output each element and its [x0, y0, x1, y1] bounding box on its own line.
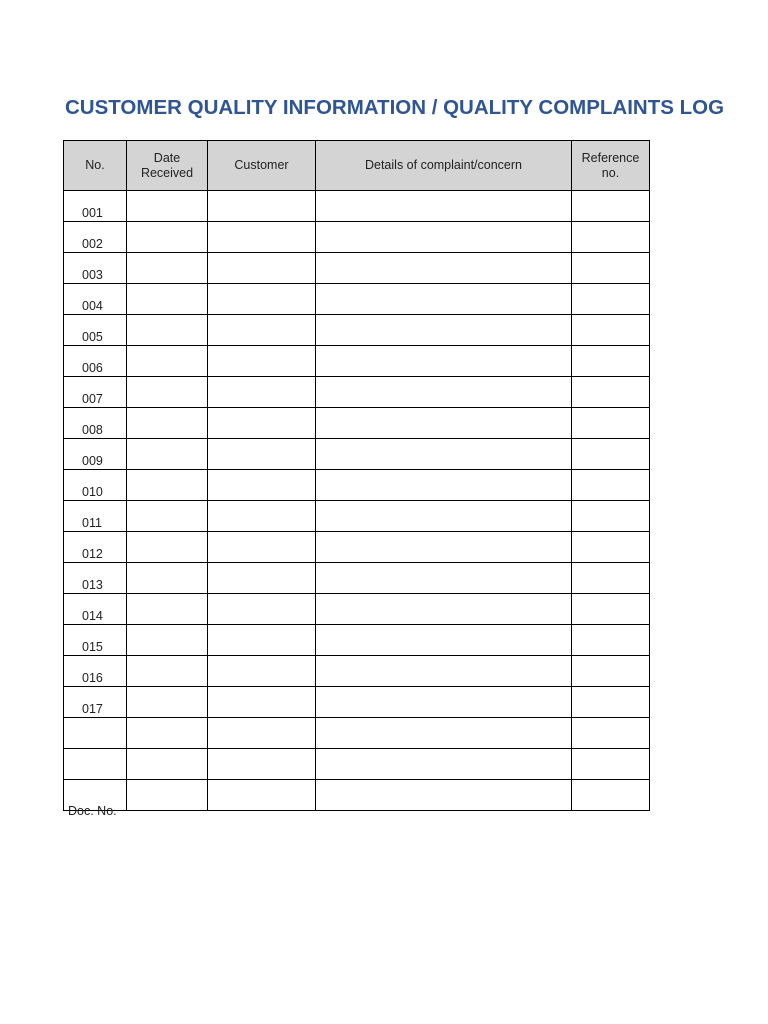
cell-date-received — [127, 687, 208, 718]
cell-reference-no — [572, 470, 650, 501]
cell-reference-no — [572, 718, 650, 749]
column-header-reference-no: Reference no. — [572, 141, 650, 191]
cell-details — [316, 687, 572, 718]
table-row — [64, 780, 650, 811]
table-row — [64, 687, 650, 718]
table-row — [64, 501, 650, 532]
cell-details — [316, 284, 572, 315]
cell-customer — [208, 532, 316, 563]
cell-details — [316, 594, 572, 625]
table-row — [64, 191, 650, 222]
cell-date-received — [127, 346, 208, 377]
cell-date-received — [127, 408, 208, 439]
cell-customer — [208, 315, 316, 346]
cell-date-received — [127, 284, 208, 315]
cell-details — [316, 315, 572, 346]
cell-date-received — [127, 563, 208, 594]
cell-reference-no — [572, 563, 650, 594]
column-header-date-received: Date Received — [127, 141, 208, 191]
table-header — [64, 141, 650, 191]
cell-customer — [208, 191, 316, 222]
cell-date-received — [127, 656, 208, 687]
table-row — [64, 284, 650, 315]
cell-details — [316, 625, 572, 656]
cell-customer — [208, 439, 316, 470]
cell-details — [316, 656, 572, 687]
cell-details — [316, 780, 572, 811]
table-body — [64, 191, 650, 811]
cell-reference-no — [572, 780, 650, 811]
page-title: CUSTOMER QUALITY INFORMATION / QUALITY COMPLAINTS LOG — [65, 96, 725, 119]
cell-details — [316, 749, 572, 780]
cell-no: 010 — [64, 470, 127, 501]
cell-no: 012 — [64, 532, 127, 563]
cell-no: 016 — [64, 656, 127, 687]
cell-details — [316, 501, 572, 532]
complaints-log-table — [63, 140, 650, 811]
cell-date-received — [127, 749, 208, 780]
cell-reference-no — [572, 532, 650, 563]
table-row — [64, 439, 650, 470]
cell-date-received — [127, 191, 208, 222]
cell-reference-no — [572, 625, 650, 656]
cell-customer — [208, 563, 316, 594]
cell-reference-no — [572, 253, 650, 284]
cell-date-received — [127, 718, 208, 749]
cell-no — [64, 749, 127, 780]
cell-customer — [208, 501, 316, 532]
cell-customer — [208, 253, 316, 284]
table-row — [64, 346, 650, 377]
cell-no: 003 — [64, 253, 127, 284]
doc-number-label: Doc. No. — [68, 804, 117, 818]
cell-date-received — [127, 594, 208, 625]
cell-reference-no — [572, 687, 650, 718]
cell-no: 002 — [64, 222, 127, 253]
table-row — [64, 532, 650, 563]
cell-customer — [208, 687, 316, 718]
cell-reference-no — [572, 191, 650, 222]
cell-reference-no — [572, 656, 650, 687]
cell-customer — [208, 346, 316, 377]
cell-reference-no — [572, 346, 650, 377]
cell-customer — [208, 656, 316, 687]
cell-date-received — [127, 470, 208, 501]
cell-no: 009 — [64, 439, 127, 470]
cell-date-received — [127, 780, 208, 811]
cell-no: 001 — [64, 191, 127, 222]
table-row — [64, 749, 650, 780]
cell-customer — [208, 377, 316, 408]
cell-reference-no — [572, 501, 650, 532]
cell-details — [316, 346, 572, 377]
cell-no: 013 — [64, 563, 127, 594]
cell-no: 008 — [64, 408, 127, 439]
cell-reference-no — [572, 377, 650, 408]
cell-reference-no — [572, 594, 650, 625]
cell-details — [316, 222, 572, 253]
cell-customer — [208, 625, 316, 656]
cell-date-received — [127, 377, 208, 408]
cell-date-received — [127, 253, 208, 284]
cell-no: 007 — [64, 377, 127, 408]
cell-details — [316, 253, 572, 284]
cell-date-received — [127, 501, 208, 532]
cell-date-received — [127, 222, 208, 253]
column-header-no: No. — [64, 141, 127, 191]
table-row — [64, 470, 650, 501]
cell-no: 006 — [64, 346, 127, 377]
cell-details — [316, 470, 572, 501]
cell-customer — [208, 470, 316, 501]
cell-customer — [208, 408, 316, 439]
table-row — [64, 408, 650, 439]
cell-details — [316, 439, 572, 470]
cell-reference-no — [572, 749, 650, 780]
table-row — [64, 718, 650, 749]
cell-details — [316, 377, 572, 408]
cell-customer — [208, 594, 316, 625]
cell-date-received — [127, 625, 208, 656]
cell-customer — [208, 222, 316, 253]
cell-no: 014 — [64, 594, 127, 625]
table-row — [64, 377, 650, 408]
cell-no: 017 — [64, 687, 127, 718]
table-row — [64, 625, 650, 656]
cell-reference-no — [572, 408, 650, 439]
cell-details — [316, 563, 572, 594]
cell-no: 011 — [64, 501, 127, 532]
cell-customer — [208, 718, 316, 749]
cell-date-received — [127, 439, 208, 470]
cell-no — [64, 718, 127, 749]
cell-details — [316, 532, 572, 563]
cell-reference-no — [572, 222, 650, 253]
cell-date-received — [127, 315, 208, 346]
cell-date-received — [127, 532, 208, 563]
column-header-customer: Customer — [208, 141, 316, 191]
cell-customer — [208, 749, 316, 780]
table-row — [64, 563, 650, 594]
cell-details — [316, 408, 572, 439]
cell-details — [316, 191, 572, 222]
table-row — [64, 253, 650, 284]
cell-customer — [208, 284, 316, 315]
cell-no: 015 — [64, 625, 127, 656]
table-row — [64, 315, 650, 346]
header-row — [64, 141, 650, 191]
cell-no: 005 — [64, 315, 127, 346]
cell-no: 004 — [64, 284, 127, 315]
cell-customer — [208, 780, 316, 811]
cell-reference-no — [572, 439, 650, 470]
column-header-details: Details of complaint/concern — [316, 141, 572, 191]
table-row — [64, 656, 650, 687]
table-row — [64, 222, 650, 253]
cell-details — [316, 718, 572, 749]
cell-reference-no — [572, 315, 650, 346]
cell-reference-no — [572, 284, 650, 315]
table-row — [64, 594, 650, 625]
